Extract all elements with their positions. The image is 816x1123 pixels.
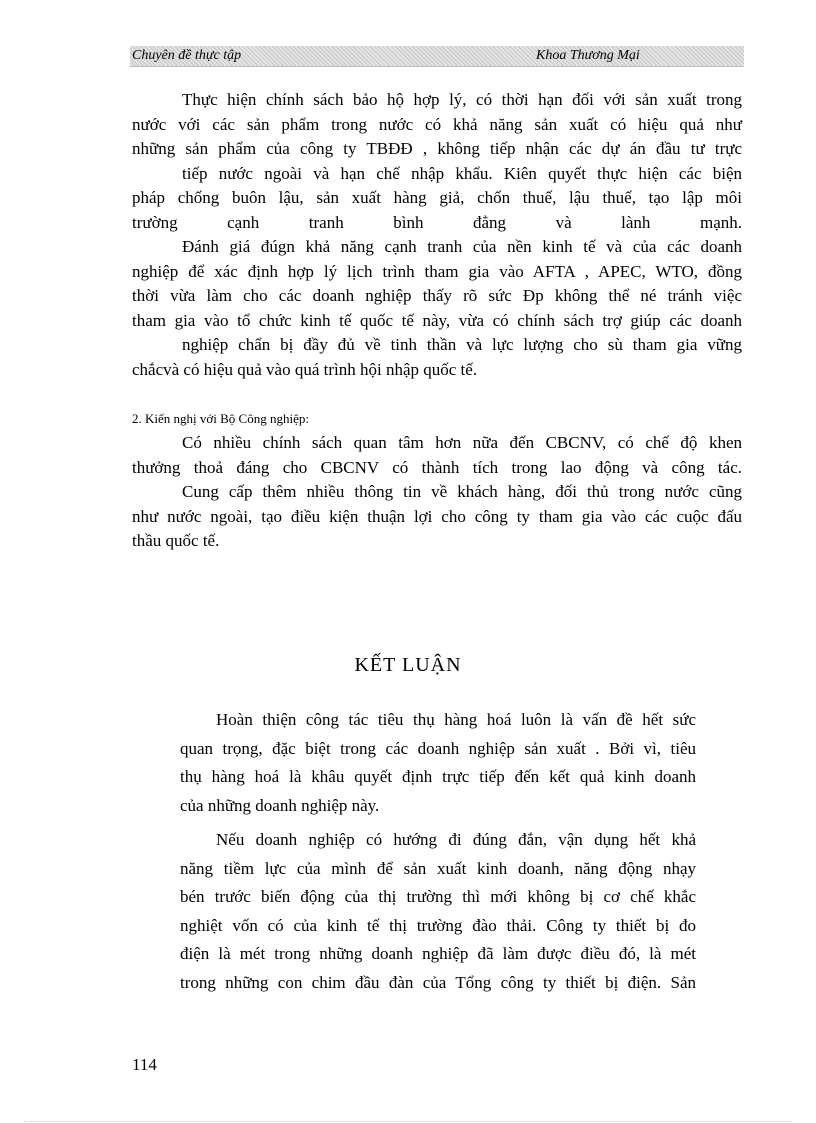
text-line: pháp chống buôn lậu, sản xuất hàng giả, chốn thuế, lậu thuế, tạo lập môi <box>132 188 742 207</box>
conclusion-paragraph-1-end <box>180 792 696 821</box>
text-line: nghiệt vốn có của kinh tế thị trường đào thải. Công ty thiết bị đo <box>180 915 696 935</box>
conclusion-paragraph-2 <box>180 826 696 998</box>
body-paragraph-1 <box>132 88 742 162</box>
text-line: Hoàn thiện công tác tiêu thụ hàng hoá luôn là vấn đề hết sức <box>216 710 696 729</box>
text-line: Có nhiều chính sách quan tâm hơn nữa đến CBCNV, có chế độ khen <box>182 433 742 452</box>
body-paragraph-4 <box>182 333 742 358</box>
text-line: thời vừa làm cho các doanh nghiệp thấy rõ sức Ðp không thể né tránh việc <box>132 286 742 305</box>
conclusion-paragraph-1 <box>180 706 696 792</box>
body-paragraph-3 <box>132 235 742 333</box>
text-line: Nếu doanh nghiệp có hướng đi đúng đắn, vận dụng hết khả <box>216 830 696 849</box>
page-header <box>130 46 744 67</box>
section2-paragraph-2 <box>132 480 742 529</box>
section-heading: 2. Kiến nghị với Bộ Công nghiệp: <box>132 411 309 426</box>
text-line: Cung cấp thêm nhiều thông tin về khách hàng, đối thủ trong nước cũng <box>182 482 742 501</box>
text-line: nghiệp chẩn bị đầy đủ về tinh thần và lực lượng cho sù tham gia vững <box>182 335 742 354</box>
text-line: Đánh giá đúgn khả năng cạnh tranh của nền kinh tế và của các doanh <box>182 237 742 256</box>
text-line: năng tiềm lực của mình để sản xuất kinh doanh, năng động nhạy <box>180 858 696 878</box>
section2-paragraph-2-end <box>132 529 742 554</box>
text-line: những sản phẩm của công ty TBĐĐ , không tiếp nhận các dự án đầu tư trực <box>132 139 742 158</box>
text-line: nước với các sản phẩm trong nước có khả năng sản xuất có hiệu quả như <box>132 114 742 134</box>
bottom-divider <box>24 1121 792 1122</box>
text-line: bén trước biến động của thị trường thì mới không bị cơ chế khắc <box>180 887 696 907</box>
text-line: thầu quốc tế. <box>132 531 220 550</box>
text-line: thưởng thoả đáng cho CBCNV có thành tích trong lao động và công tác. <box>132 457 742 477</box>
section2-paragraph-1 <box>132 431 742 480</box>
text-line: tham gia vào tổ chức kinh tế quốc tế này, vừa có chính sách trợ giúp các doanh <box>132 310 742 330</box>
text-line: của những doanh nghiệp này. <box>180 795 380 815</box>
text-line: quan trọng, đặc biệt trong các doanh nghiệp sản xuất . Bởi vì, tiêu <box>180 738 696 758</box>
text-line: như nước ngoài, tạo điều kiện thuận lợi cho công ty tham gia vào các cuộc đấu <box>132 506 742 526</box>
text-line: điện là mét trong những doanh nghiệp đã làm được điều đó, là mét <box>180 944 696 964</box>
text-line: trường cạnh tranh bình đẳng và lành mạnh. <box>132 212 742 232</box>
text-line: Thực hiện chính sách bảo hộ hợp lý, có thời hạn đối với sản xuất trong <box>182 90 742 109</box>
text-line: chắcvà có hiệu quả vào quá trình hội nhập quốc tế. <box>132 359 478 379</box>
body-paragraph-4-cont <box>132 358 742 383</box>
header-faculty: Khoa Thương Mại <box>536 48 640 63</box>
text-line: tiếp nước ngoài và hạn chế nhập khẩu. Kiên quyết thực hiện các biện <box>182 163 742 183</box>
text-line: nghiệp để xác định hợp lý lịch trình tham gia vào AFTA , APEC, WTO, đồng <box>132 261 742 281</box>
header-document-type: Chuyên đề thực tập <box>132 48 242 63</box>
body-paragraph-2 <box>182 162 742 187</box>
text-line: trong những con chim đầu đàn của Tổng công ty thiết bị điện. Sản <box>180 972 696 992</box>
text-line: thụ hàng hoá là khâu quyết định trực tiếp đến kết quả kinh doanh <box>180 767 696 787</box>
page-number: 114 <box>132 1055 157 1074</box>
body-paragraph-2-cont <box>132 186 742 235</box>
conclusion-title: KẾT LUẬN <box>354 654 462 676</box>
